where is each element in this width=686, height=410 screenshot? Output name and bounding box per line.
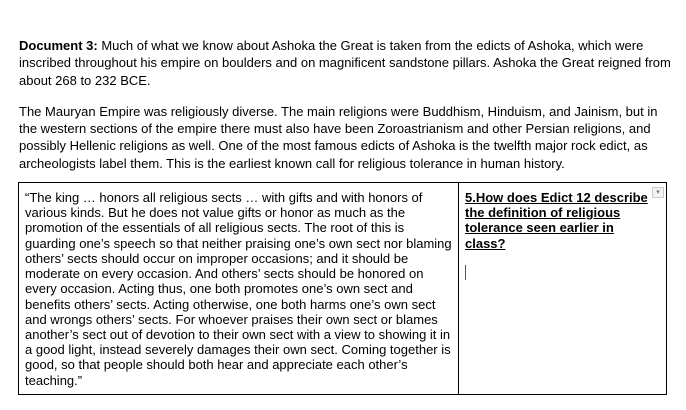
context-paragraph: The Mauryan Empire was religiously diverse. The main religions were Buddhism, Hinduism, and Jainism, but in the western sections of the empire there must also have been Zoroastrianism and other Persian religions, and possibly Hellenic religions as well. One of the most famous edicts of Ashoka is the twelfth major rock edict, as archeologists label them. This is the earliest known call for religious tolerance in human history. xyxy=(19,103,658,171)
intro-paragraph xyxy=(19,37,671,89)
document-label: Document 3: xyxy=(19,38,98,53)
edict-quote-cell: “The king … honors all religious sects … with gifts and with honors of various kinds. But he does not value gifts or honor as much as the promotion of the essentials of all religious sects. The root of this is guarding one’s speech so that neither praising one’s own sect nor blaming others’ sects should occur on improper occasions; and it should be moderate on every occasion. And others’ sects should be honored on every occasion. Acting thus, one both promotes one’s own sect and benefits others’ sects. Acting otherwise, one both harms one’s own sect and wrongs others’ sects. For whoever praises their own sect or blames another’s sect out of devotion to their own sect with a view to showing it in a good light, instead severely damages their own sect. Coming together is good, so that people should both hear and appreciate each other’s teaching.” xyxy=(19,183,459,395)
intro-text: Much of what we know about Ashoka the Great is taken from the edicts of Ashoka, which were inscribed throughout his empire on boulders and on magnificent sandstone pillars. Ashoka the Great reigned from about 268 to 232 BCE. xyxy=(19,38,671,88)
cell-dropdown-icon[interactable]: ▾ xyxy=(652,187,664,198)
question-text: 5.How does Edict 12 describe the definition of religious tolerance seen earlier in class? xyxy=(465,190,648,251)
answer-cell[interactable] xyxy=(459,183,667,395)
edict-table xyxy=(18,182,667,395)
text-cursor xyxy=(465,265,466,280)
